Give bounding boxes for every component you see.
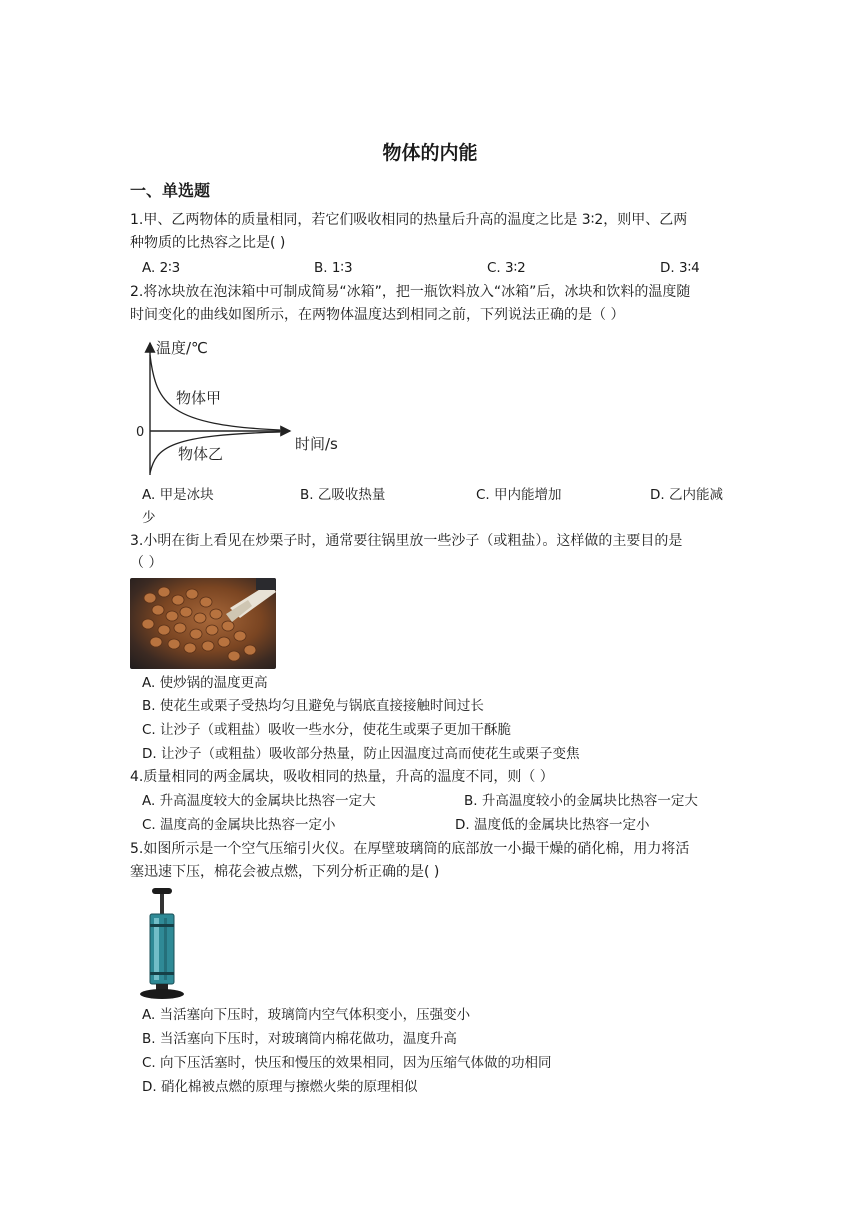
q5-stem-line2: 塞迅速下压，棉花会被点燃，下列分析正确的是( ) [130,864,440,880]
q3-option-a: A. 使炒锅的温度更高 [142,675,268,691]
q1-stem-line1: 1.甲、乙两物体的质量相同，若它们吸收相同的热量后升高的温度之比是 3∶2，则甲、乙两 [130,212,688,228]
q5-option-c: C. 向下压活塞时，快压和慢压的效果相同，因为压缩气体做的功相同 [142,1055,552,1071]
q3-stem-line1: 3.小明在街上看见在炒栗子时，通常要往锅里放一些沙子（或粗盐）。这样做的主要目的是 [130,533,683,549]
q2-option-b: B. 乙吸收热量 [300,487,386,503]
q5-option-b: B. 当活塞向下压时，对玻璃筒内棉花做功，温度升高 [142,1031,457,1047]
graph-ylabel: 温度/℃ [156,339,208,357]
q4-option-a: A. 升高温度较大的金属块比热容一定大 [142,793,376,809]
graph-xlabel: 时间/s [295,435,338,453]
label-yi: 物体乙 [178,445,224,463]
q2-option-d-wrap: 少 [142,510,156,526]
air-compression-igniter-photo [138,888,186,1000]
q4-option-c: C. 温度高的金属块比热容一定小 [142,817,336,833]
q2-option-d: D. 乙内能减 [650,487,723,503]
q1-option-b: B. 1∶3 [314,260,353,276]
q1-option-a: A. 2∶3 [142,260,181,276]
q4-option-b: B. 升高温度较小的金属块比热容一定大 [464,793,698,809]
q4-option-d: D. 温度低的金属块比热容一定小 [455,817,650,833]
q4-stem-line1: 4.质量相同的两金属块，吸收相同的热量，升高的温度不同，则（ ） [130,769,554,785]
q5-stem-line1: 5.如图所示是一个空气压缩引火仪。在厚壁玻璃筒的底部放一小撮干燥的硝化棉，用力将活 [130,841,690,857]
chestnut-pan-photo [130,578,276,669]
q3-option-c: C. 让沙子（或粗盐）吸收一些水分，使花生或栗子更加干酥脆 [142,722,512,738]
temperature-time-graph [130,335,360,480]
q3-option-d: D. 让沙子（或粗盐）吸收部分热量，防止因温度过高而使花生或栗子变焦 [142,746,580,762]
q1-stem-line2: 种物质的比热容之比是( ) [130,235,286,251]
q1-option-d: D. 3∶4 [660,260,700,276]
q3-option-b: B. 使花生或栗子受热均匀且避免与锅底直接接触时间过长 [142,698,484,714]
q2-option-c: C. 甲内能增加 [476,487,562,503]
q5-option-d: D. 硝化棉被点燃的原理与擦燃火柴的原理相似 [142,1079,418,1095]
q2-stem-line1: 2.将冰块放在泡沫箱中可制成简易“冰箱”，把一瓶饮料放入“冰箱”后，冰块和饮料的温度随 [130,284,691,300]
q2-stem-line2: 时间变化的曲线如图所示，在两物体温度达到相同之前，下列说法正确的是（ ） [130,307,625,323]
q5-option-a: A. 当活塞向下压时，玻璃筒内空气体积变小，压强变小 [142,1007,471,1023]
q1-option-c: C. 3∶2 [487,260,526,276]
page-title: 物体的内能 [382,142,478,164]
q2-option-a: A. 甲是冰块 [142,487,214,503]
graph-origin: 0 [136,425,145,440]
section-heading: 一、单选题 [130,181,211,200]
label-jia: 物体甲 [176,389,222,407]
q3-stem-line2: （ ） [130,555,163,571]
